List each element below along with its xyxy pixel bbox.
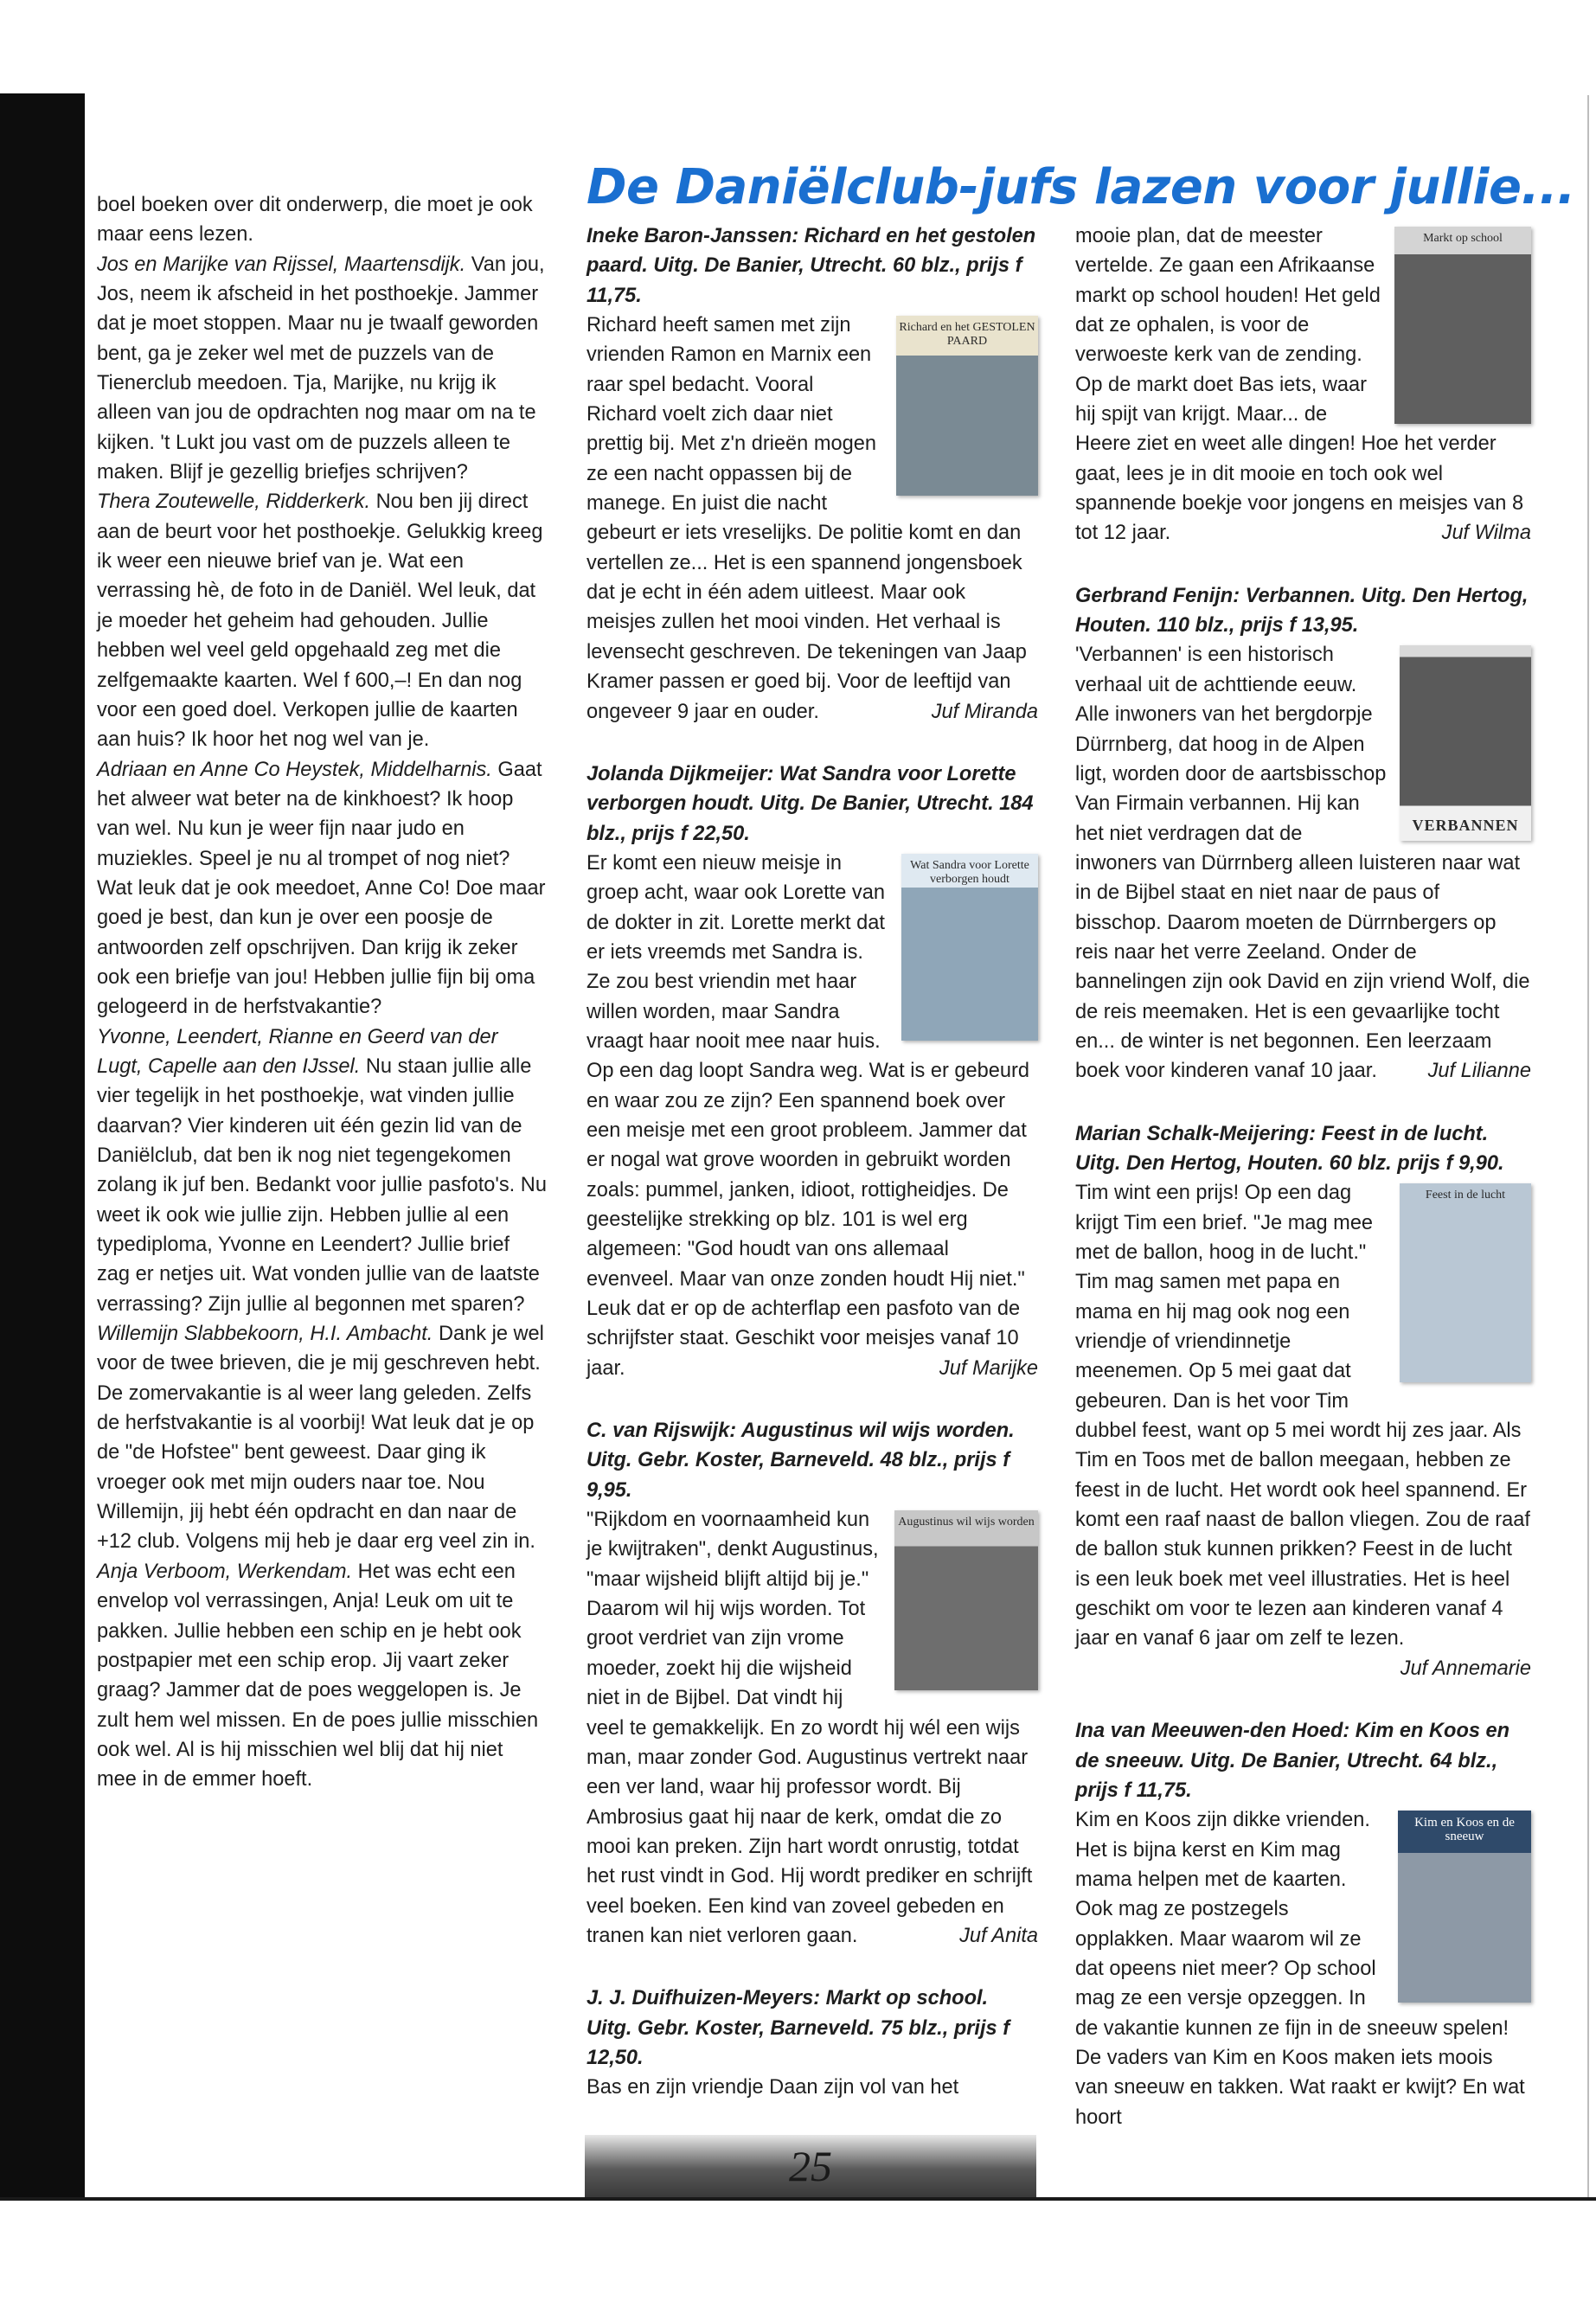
letter-sender: Jos en Marijke van Rijssel, Maartensdijk. [97, 253, 466, 276]
review-header: J. J. Duifhuizen-Meyers: Markt op school. Uitg. Gebr. Koster, Barneveld. 75 blz., prijs f 12,50. [586, 1987, 1010, 2069]
review-header: Jolanda Dijkmeijer: Wat Sandra voor Lorette verborgen houdt. Uitg. De Banier, Utrecht. 184 blz., prijs f 22,50. [586, 762, 1034, 845]
letter-text: boel boeken over dit onderwerp, die moet je ook maar eens lezen. [97, 194, 533, 247]
letter-entry [97, 487, 547, 754]
letters-column [97, 190, 547, 1795]
letter-sender: Yvonne, Leendert, Rianne en Geerd van der Lugt, Capelle aan den IJssel. [97, 1025, 498, 1078]
review-body: Kim en Koos zijn dikke vrienden. Het is bijna kerst en Kim mag mama helpen met de kaarten. Ook mag ze postzegels opplakken. Maar waarom wil ze dat opeens niet meer? Op school mag ze een versje opzeggen. In de vakantie kunnen ze fijn in de sneeuw spelen! De vaders van Kim en Koos maken iets moois van sneeuw en takken. Wat raakt er kwijt? En wat hoort [1075, 1809, 1525, 2129]
review-body: Tim wint een prijs! Op een dag krijgt Tim een brief. "Je mag mee met de ballon, hoog in de lucht." Tim mag samen met papa en mama en hij mag ook nog een vriendje of vriendinnetje meenemen. Op 5 mei gaat dat gebeuren. Dan is het voor Tim dubbel feest, want op 5 mei wordt hij zes jaar. Als Tim en Toos met de ballon meegaan, hebben ze feest in de lucht. Het wordt ook heel spannend. Er komt een raaf naast de ballon vliegen. Zou de raaf de ballon stuk kunnen prikken? Feest in de lucht is een leuk boek met veel illustraties. Het is heel geschikt om voor te lezen aan kinderen vanaf 4 jaar en vanaf 6 jaar om zelf te lezen. Juf Annemarie [1075, 1178, 1531, 1654]
review-body: Bas en zijn vriendje Daan zijn vol van het [586, 2076, 959, 2099]
review-body: mooie plan, dat de meester vertelde. Ze gaan een Afrikaanse markt op school houden! Het geld dat ze ophalen, is voor de verwoeste kerk van de zending. Op de markt doet Bas iets, waar hij spijt van krijgt. Maar... de Heere ziet en weet alle dingen! Hoe het verder gaat, lees je in dit mooie en toch ook wel spannende boekje voor jongens en meisjes van 8 tot 12 jaar. Juf Wilma [1075, 221, 1531, 548]
book-cover-title: Augustinus wil wijs worden [898, 1516, 1035, 1529]
review-body: Richard heeft samen met zijn vrienden Ramon en Marnix een raar spel bedacht. Vooral Richard voelt zich daar niet prettig bij. Met z'n drieën mogen ze een nacht oppassen bij de manege. En juist die nacht gebeurt er iets vreselijks. De politie komt en dan vertellen ze... Het is een spannend jongensboek dat je echt in één adem uitleest. Maar ook meisjes zullen het mooi vinden. Het verhaal is levensecht geschreven. De tekeningen van Jaap Kramer passen er goed bij. Voor de leeftijd van ongeveer 9 jaar en ouder. Juf Miranda [586, 311, 1038, 727]
review-header: Gerbrand Fenijn: Verbannen. Uitg. Den Hertog, Houten. 110 blz., prijs f 13,95. [1075, 584, 1529, 638]
scan-edge-bar [0, 93, 85, 2197]
letter-entry [97, 1557, 547, 1795]
review-header: Ineke Baron-Janssen: Richard en het gestolen paard. Uitg. De Banier, Utrecht. 60 blz., prijs f 11,75. [586, 225, 1036, 307]
book-cover-title: Markt op school [1423, 232, 1503, 245]
book-cover-title: VERBANNEN [1412, 817, 1519, 835]
review-signature: Juf Miranda [931, 700, 1038, 723]
review-signature: Juf Anita [959, 1924, 1038, 1947]
letter-text: Het was echt een envelop vol verrassingen, Anja! Leuk om uit te pakken. Jullie hebben een schip en je hebt ook postpapier met een schip erop. Jij vaart zeker graag? Jammer dat de poes weggelopen is. Je zult hem wel missen. En de poes jullie misschien ook wel. Al is hij misschien wel blij dat hij niet mee in de emmer hoeft. [97, 1560, 539, 1791]
reviews-column-middle [586, 221, 1038, 2103]
review-body: 'Verbannen' is een historisch verhaal uit de achttiende eeuw. Alle inwoners van het bergdorpje Dürrnberg, dat hoog in de Alpen ligt, worden door de aartsbisschop Van Firmain verbannen. Hij kan het niet verdragen dat de inwoners van Dürrnberg alleen luisteren naar wat in de Bijbel staat en niet naar de paus of bisschop. Daarom moeten de Dürrnbergers op reis naar het verre Zeeland. Onder de bannelingen zijn ook David en zijn vriend Wolf, die de reis meemaken. Het is een gevaarlijke tocht en... de winter is net begonnen. Een leerzaam boek voor kinderen vanaf 10 jaar. Juf Lilianne [1075, 640, 1531, 1086]
page-headline: De Daniëlclub-jufs lazen voor jullie... [586, 159, 1575, 215]
book-cover-image [901, 854, 1038, 1041]
review-signature: Juf Wilma [1441, 522, 1531, 545]
letter-sender: Willemijn Slabbekoorn, H.I. Ambacht. [97, 1323, 433, 1346]
page-number: 25 [585, 2135, 1036, 2197]
margin-top [0, 0, 85, 93]
review-signature: Juf Marijke [939, 1356, 1038, 1380]
scan-right-edge [1587, 95, 1589, 2197]
letter-sender: Thera Zoutewelle, Ridderkerk. [97, 490, 371, 514]
letter-text: Nou ben jij direct aan de beurt voor het posthoekje. Gelukkig kreeg ik weer een nieuwe brief van je. Wat een verrassing hè, de foto in de Daniël. Wel leuk, dat je moeder het geheim had gehouden. Jullie hebben wel veel geld opgehaald zeg met die zelfgemaakte kaarten. Wel f 600,–! En dan nog voor een goed doel. Verkopen jullie de kaarten aan huis? Ik hoor het nog wel van je. [97, 490, 543, 752]
review-header: C. van Rijswijk: Augustinus wil wijs worden. Uitg. Gebr. Koster, Barneveld. 48 blz., prijs f 9,95. [586, 1420, 1015, 1502]
book-cover-image [1400, 1183, 1531, 1382]
book-cover-image [896, 316, 1038, 496]
review-body: "Rijkdom en voornaamheid kun je kwijtraken", denkt Augustinus, "maar wijsheid blijft altijd bij je." Daarom wil hij wijs worden. Tot groot verdriet van zijn vrome moeder, zoekt hij die wijsheid niet in de Bijbel. Dat vindt hij veel te gemakkelijk. En zo wordt hij wél een wijs man, maar zonder God. Augustinus vertrekt naar een ver land, waar hij professor wordt. Bij Ambrosius gaat hij naar de kerk, omdat die zo mooi kan preken. Zijn hart wordt onrustig, totdat het rust vindt in God. Hij wordt prediker en schrijft veel boeken. Een kind van zoveel gebeden en tranen kan niet verloren gaan. Juf Anita [586, 1505, 1038, 1951]
review-body: Er komt een nieuw meisje in groep acht, waar ook Lorette van de dokter in zit. Lorette merkt dat er iets vreemds met Sandra is. Ze zou best vriendin met haar willen worden, maar Sandra vraagt haar nooit mee naar huis. Op een dag loopt Sandra weg. Wat is er gebeurd en waar zou ze zijn? Een spannend boek over een meisje met een groot probleem. Jammer dat er nogal wat grove woorden in gebruikt worden zoals: pummel, janken, idioot, rottigheidjes. De geestelijke strekking op blz. 101 is wel erg algemeen: "God houdt van ons allemaal evenveel. Maar van onze zonden houdt Hij niet." Leuk dat er op de achterflap een pasfoto van de schrijfster staat. Geschikt voor meisjes vanaf 10 jaar. Juf Marijke [586, 849, 1038, 1383]
letter-text: Nu staan jullie alle vier tegelijk in het posthoekje, wat vinden jullie daarvan? Vier kinderen uit één gezin lid van de Daniëlclub, dat ben ik nog niet tegengekomen zolang ik juf ben. Bedankt voor jullie pasfoto's. Nu weet ik ook wie jullie zijn. Hebben jullie al een typediploma, Yvonne en Leendert? Jullie brief zag er netjes uit. Wat vonden jullie van de laatste verrassing? Zijn jullie al begonnen met sparen? [97, 1054, 547, 1316]
book-cover-title: Wat Sandra voor Lorette verborgen houdt [910, 858, 1029, 886]
letter-entry [97, 1319, 547, 1557]
letter-entry [97, 250, 547, 488]
book-cover-title: Feest in de lucht [1425, 1189, 1506, 1202]
letter-entry [97, 1022, 547, 1319]
book-cover-image [894, 1510, 1038, 1690]
letter-entry [97, 755, 547, 1022]
review-signature: Juf Annemarie [1400, 1657, 1531, 1680]
review-header: Ina van Meeuwen-den Hoed: Kim en Koos en de sneeuw. Uitg. De Banier, Utrecht. 64 blz., prijs f 11,75. [1075, 1720, 1510, 1802]
bottom-rule [0, 2197, 1596, 2201]
book-cover-title: Kim en Koos en de sneeuw [1414, 1816, 1515, 1844]
review-signature: Juf Lilianne [1427, 1060, 1531, 1083]
letter-text: Van jou, Jos, neem ik afscheid in het posthoekje. Jammer dat je moet stoppen. Maar nu je twaalf geworden bent, ga je zeker wel met de puzzels van de Tienerclub meedoen. Tja, Marijke, nu krijg ik alleen van jou de opdrachten nog maar om na te kijken. 't Lukt jou vast om de puzzels alleen te maken. Blijf je gezellig briefjes schrijven? [97, 253, 545, 484]
review-header: Marian Schalk-Meijering: Feest in de lucht. Uitg. Den Hertog, Houten. 60 blz. prijs f 9,90. [1075, 1122, 1504, 1175]
letter-sender: Anja Verboom, Werkendam. [97, 1560, 353, 1583]
letter-text: Dank je wel voor de twee brieven, die je mij geschreven hebt. De zomervakantie is al weer lang geleden. Zelfs de herfstvakantie is al voorbij! Wat leuk dat je op de "de Hofstee" bent geweest. Daar ging ik vroeger ook met mijn ouders naar toe. Nou Willemijn, jij hebt één opdracht en dan naar de +12 club. Volgens mij heb je daar erg veel zin in. [97, 1323, 544, 1554]
book-cover-image [1394, 227, 1531, 424]
book-cover-title: Richard en het GESTOLEN PAARD [899, 321, 1035, 349]
reviews-column-right [1075, 221, 1531, 2132]
letter-sender: Adriaan en Anne Co Heystek, Middelharnis. [97, 758, 492, 781]
book-cover-image [1400, 645, 1531, 841]
letter-text: Gaat het alweer wat beter na de kinkhoest? Ik hoop van wel. Nu kun je weer fijn naar judo en muziekles. Speel je nu al trompet of nog niet? Wat leuk dat je ook meedoet, Anne Co! Doe maar goed je best, dan kun je over een poosje de antwoorden zelf opschrijven. Dan krijg ik zeker ook een briefje van jou! Hebben jullie fijn bij oma gelogeerd in de herfstvakantie? [97, 758, 546, 1019]
book-cover-image [1398, 1811, 1531, 2003]
